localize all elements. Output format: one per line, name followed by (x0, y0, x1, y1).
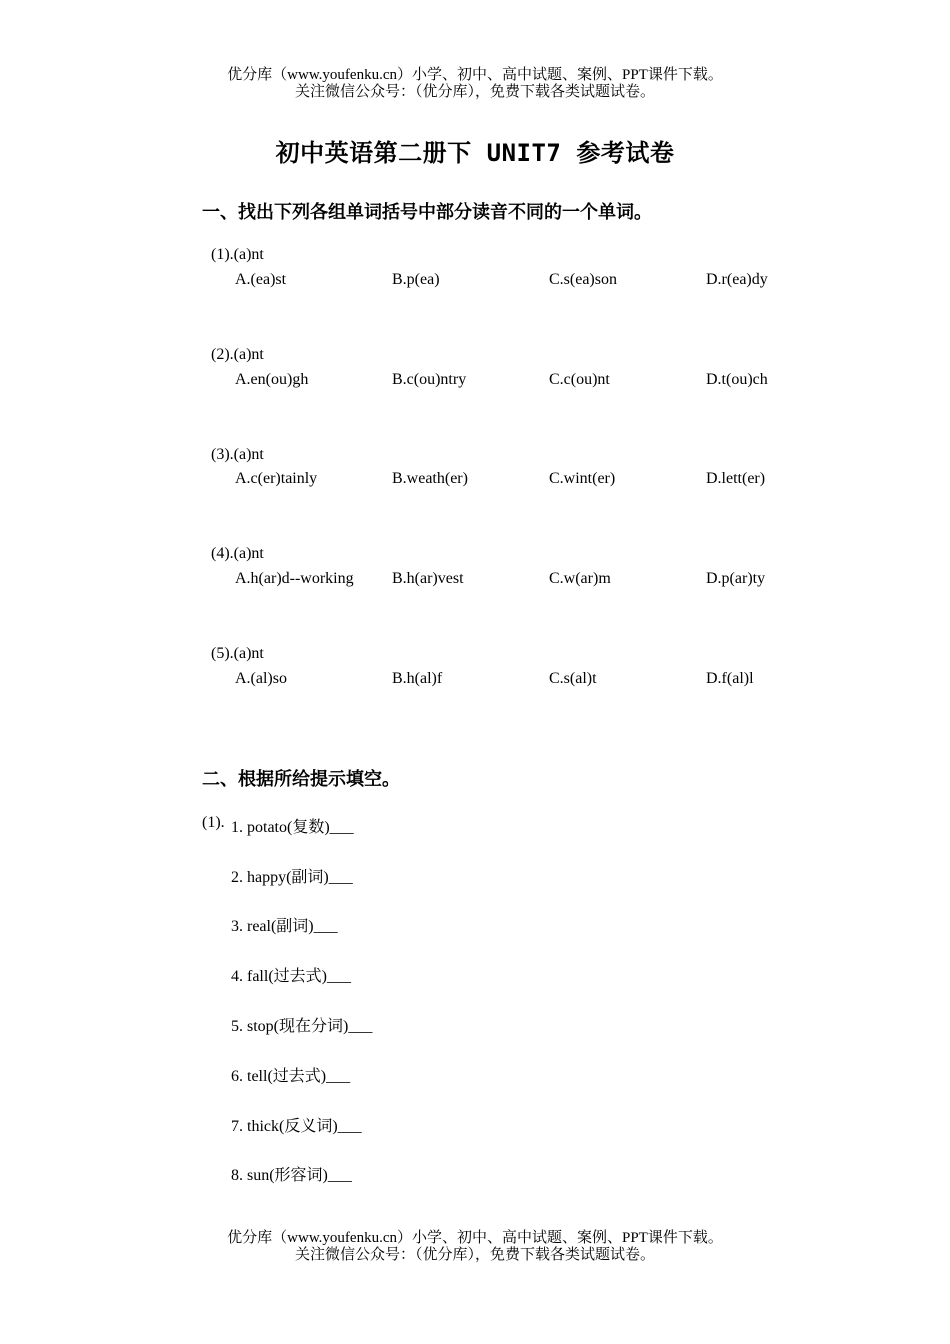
option-d: D.t(ou)ch (706, 371, 768, 388)
question-5-stem: (5).(a)nt (211, 645, 264, 662)
option-b: B.h(al)f (392, 670, 443, 687)
option-b: B.weath(er) (392, 470, 468, 487)
fill-item-2: 2. happy(副词)___ (231, 869, 353, 886)
option-a: A.(al)so (235, 670, 287, 687)
question-3-stem: (3).(a)nt (211, 446, 264, 463)
section-1-heading: 一、找出下列各组单词括号中部分读音不同的一个单词。 (202, 202, 652, 223)
footer-line-2: 关注微信公众号：（优分库），免费下载各类试题试卷。 (294, 1247, 655, 1263)
option-c: C.c(ou)nt (549, 371, 610, 388)
header-line-1: 优分库（www.youfenku.cn）小学、初中、高中试题、案例、PPT课件下载。 (227, 67, 723, 83)
section-2-number: (1). (202, 814, 225, 831)
option-a: A.c(er)tainly (235, 470, 318, 487)
option-a: A.en(ou)gh (235, 371, 309, 388)
option-d: D.lett(er) (706, 470, 766, 487)
question-1-stem: (1).(a)nt (211, 246, 264, 263)
fill-item-3: 3. real(副词)___ (231, 918, 338, 935)
option-b: B.p(ea) (392, 271, 440, 288)
option-c: C.w(ar)m (549, 570, 611, 587)
option-d: D.p(ar)ty (706, 570, 766, 587)
fill-item-6: 6. tell(过去式)___ (231, 1068, 351, 1085)
option-c: C.wint(er) (549, 470, 616, 487)
option-a: A.(ea)st (235, 271, 287, 288)
fill-item-4: 4. fall(过去式)___ (231, 968, 351, 985)
page-header (0, 67, 950, 101)
option-b: B.c(ou)ntry (392, 371, 467, 388)
question-4-stem: (4).(a)nt (211, 545, 264, 562)
page-footer (0, 1230, 950, 1264)
footer-line-1: 优分库（www.youfenku.cn）小学、初中、高中试题、案例、PPT课件下载。 (227, 1230, 723, 1246)
fill-item-7: 7. thick(反义词)___ (231, 1118, 362, 1135)
section-2-heading: 二、根据所给提示填空。 (202, 769, 400, 790)
option-a: A.h(ar)d--working (235, 570, 354, 587)
fill-item-8: 8. sun(形容词)___ (231, 1167, 352, 1184)
option-c: C.s(ea)son (549, 271, 617, 288)
fill-item-5: 5. stop(现在分词)___ (231, 1018, 373, 1035)
fill-item-1: 1. potato(复数)___ (231, 819, 354, 836)
option-d: D.f(al)l (706, 670, 754, 687)
option-c: C.s(al)t (549, 670, 597, 687)
page-title: 初中英语第二册下 UNIT7 参考试卷 (275, 139, 675, 167)
option-b: B.h(ar)vest (392, 570, 464, 587)
option-d: D.r(ea)dy (706, 271, 768, 288)
question-2-stem: (2).(a)nt (211, 346, 264, 363)
header-line-2: 关注微信公众号：（优分库），免费下载各类试题试卷。 (294, 84, 655, 100)
